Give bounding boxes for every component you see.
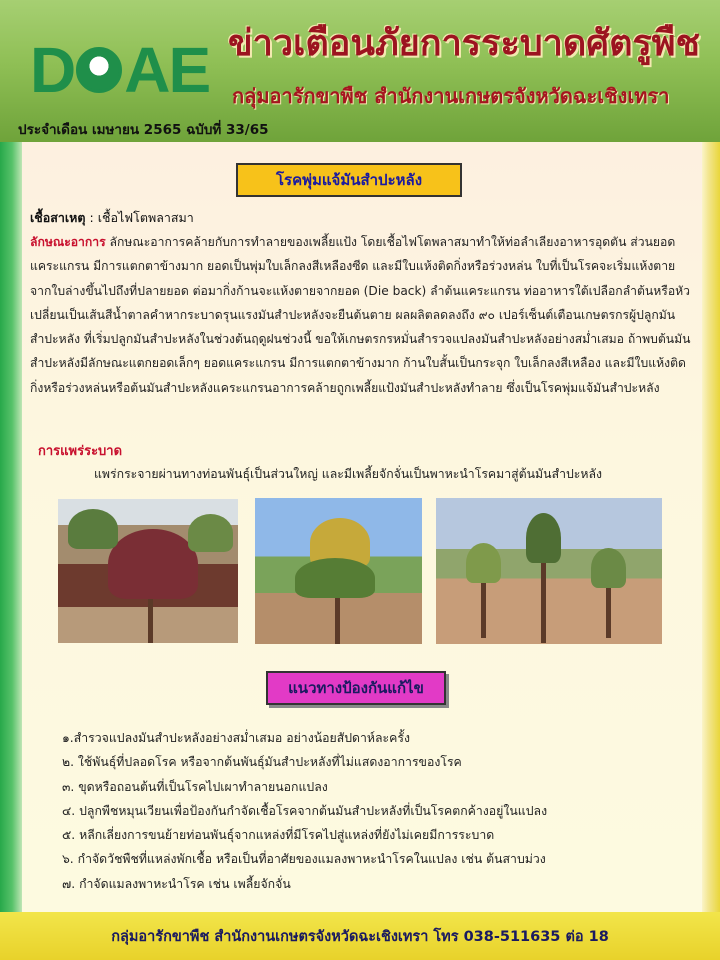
symptom-label: ลักษณะอาการ [30, 235, 106, 249]
symptom-text: ลักษณะอาการคล้ายกับการทำลายของเพลี้ยแป้ง โดยเชื้อไฟโตพลาสมาทำให้ท่อลำเลียงอาหารอุดตัน ส่วนยอดแคระแกรน มีการแตกตาข้างมาก ยอดเป็นพุ่มใบเล็กลงสีเหลืองซีด และมีใบแห้งติดกิ่งหรือร่วงหล่น ใบที่เป็นโรคจะเริ่มแห้งตายจากใบล่างขึ้นไปถึงที่ปลายยอด ต่อมากิ่งก้านจะแห้งตายจากยอด (Die back) ลำต้นแคระแกรน ท่ออาหารใต้เปลือกลำต้นหรือหัวเปลี่ยนเป็นเส้นสีน้ำตาลคำหากระบาดรุนแรงมันสำปะหลังจะยืนต้นตาย ผลผลิตลดลงถึง ๙๐ เปอร์เซ็นต์เตือนเกษตรกรผู้ปลูกมันสำปะหลัง ที่เริ่มปลูกมันสำปะหลังในช่วงต้นฤดูฝนช่วงนี้ ขอให้เกษตรกรหมั่นสำรวจแปลงมันสำปะหลังอย่างสม่ำเสมอ ถ้าพบต้นมันสำปะหลังมีลักษณะแตกยอดเล็กๆ ยอดแคระแกรน มีการแตกตาข้างมาก ก้านใบสั้นเป็นกระจุก ใบเล็กลงสีเหลือง และมีใบแห้งติดกิ่งหรือร่วงหล่นหรือต้นมันสำปะหลังแคระแกรนอาการคล้ายถูกเพลี้ยแป้งมันสำปะหลังทำลาย ซึ่งเป็นโรคพุ่มแจ้มันสำปะหลัง [30, 235, 691, 395]
plant-foliage [466, 543, 501, 583]
logo-letters-ae: AE [124, 34, 210, 106]
spread-text: แพร่กระจายผ่านทางท่อนพันธุ์เป็นส่วนใหญ่ และมีเพลี้ยจักจั่นเป็นพาหะนำโรคมาสู่ต้นมันสำปะหลัง [94, 467, 603, 481]
seal-icon [76, 47, 122, 93]
header-banner [0, 0, 720, 142]
footer-contact: กลุ่มอารักขาพืช สำนักงานเกษตรจังหวัดฉะเชิงเทรา โทร 038-511635 ต่อ 18 [0, 912, 720, 960]
logo-letter-d: D [30, 34, 75, 106]
right-decor-bar [702, 142, 720, 912]
left-decor-bar [0, 142, 22, 912]
list-item: ๓. ขุดหรือถอนต้นที่เป็นโรคไปเผาทำลายนอกแปลง [62, 779, 328, 794]
cause-line [30, 208, 194, 228]
list-item: ๖. กำจัดวัชพืชที่แหล่งพักเชื้อ หรือเป็นที่อาศัยของแมลงพาหะนำโรคในแปลง เช่น ต้นสาบม่วง [62, 852, 546, 867]
photo-diseased-plant-closeup [58, 499, 238, 643]
prevention-title: แนวทางป้องกันแก้ไข [266, 671, 446, 705]
bulletin-title: ข่าวเตือนภัยการระบาดศัตรูพืช [228, 23, 700, 64]
photo-diseased-plant-field [255, 498, 422, 644]
plant-foliage [591, 548, 626, 588]
list-item: ๕. หลีกเลี่ยงการขนย้ายท่อนพันธุ์จากแหล่งที่มีโรคไปสู่แหล่งที่ยังไม่เคยมีการระบาด [62, 828, 495, 843]
plant-foliage [526, 513, 561, 563]
spread-heading: การแพร่ระบาด [38, 444, 123, 459]
doae-logo [30, 34, 220, 106]
cause-label: เชื้อสาเหตุ [30, 210, 86, 225]
disease-title: โรคพุ่มแจ้มันสำปะหลัง [236, 163, 462, 197]
photo-cassava-field [436, 498, 662, 644]
list-item: ๒. ใช้พันธุ์ที่ปลอดโรค หรือจากต้นพันธุ์มันสำปะหลังที่ไม่แสดงอาการของโรค [62, 755, 462, 770]
plant-foliage [108, 529, 198, 599]
symptom-paragraph [30, 230, 696, 400]
plant-foliage [295, 558, 375, 598]
bulletin-subtitle: กลุ่มอารักขาพืช สำนักงานเกษตรจังหวัดฉะเชิงเทรา [232, 84, 670, 108]
plant-foliage [68, 509, 118, 549]
prevention-list [62, 726, 682, 896]
list-item: ๗. กำจัดแมลงพาหะนำโรค เช่น เพลี้ยจักจั่น [62, 876, 291, 891]
cause-value: เชื้อไฟโตพลาสมา [97, 210, 194, 225]
list-item: ๑.สำรวจแปลงมันสำปะหลังอย่างสม่ำเสมอ อย่างน้อยสัปดาห์ละครั้ง [62, 731, 410, 745]
plant-foliage [188, 514, 233, 552]
issue-info: ประจำเดือน เมษายน 2565 ฉบับที่ 33/65 [18, 122, 269, 138]
list-item: ๔. ปลูกพืชหมุนเวียนเพื่อป้องกันกำจัดเชื้อโรคจากต้นมันสำปะหลังที่เป็นโรคตกค้างอยู่ในแปลง [62, 803, 548, 818]
cause-separator: : [85, 210, 98, 225]
